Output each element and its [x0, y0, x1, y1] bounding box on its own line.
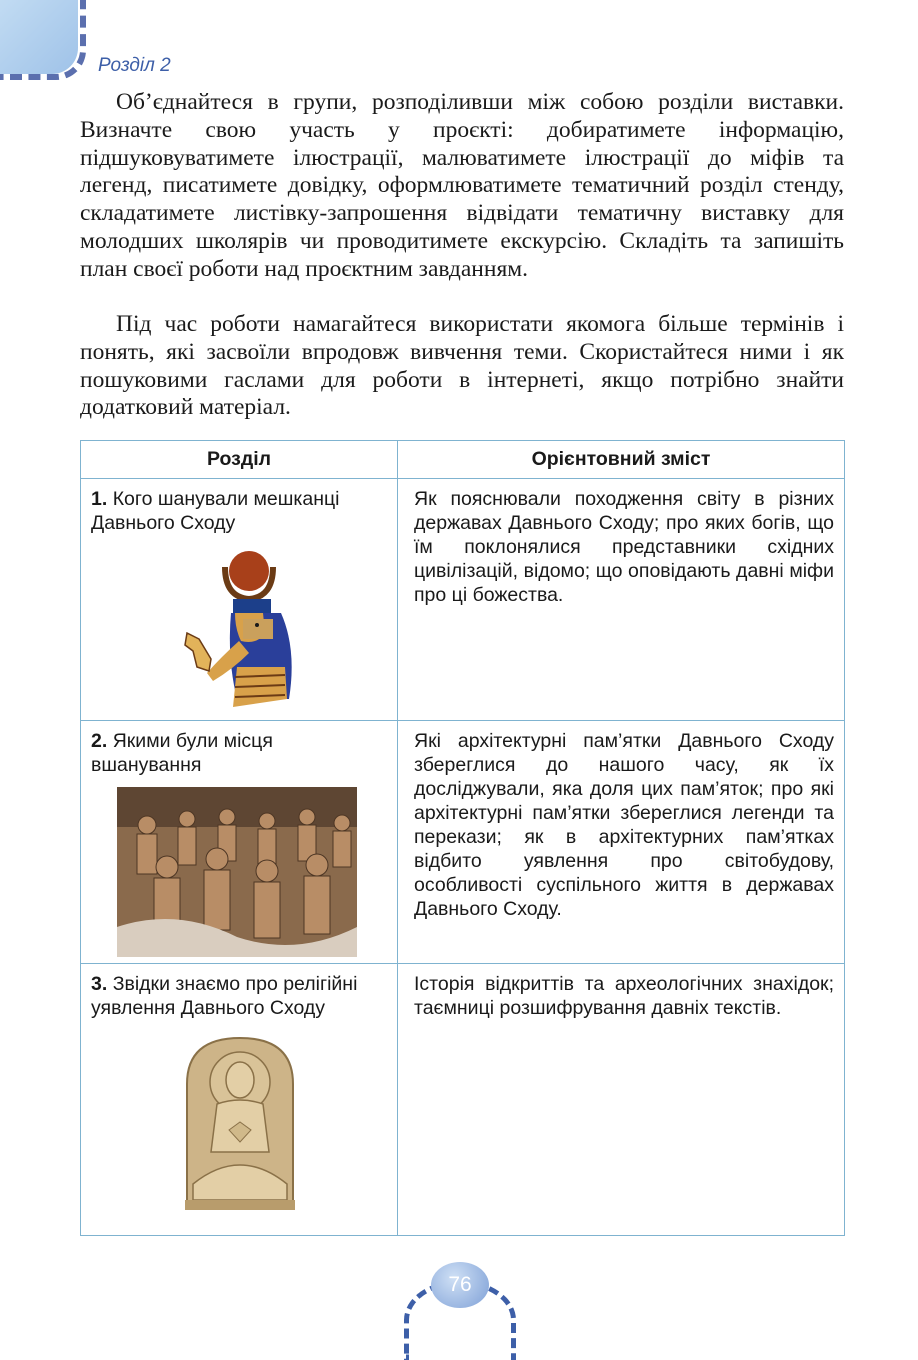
row-1-content: Як пояснювали походження світу в різних державах Давнього Сходу; про яких богів, що їм поклонялися представники східних цивілізацій, відомо; що оповідають давні міфи про ці божества.: [414, 488, 834, 606]
terracotta-warriors-image: [117, 787, 357, 957]
row-2-number: 2.: [91, 730, 108, 752]
section-label: Розділ 2: [98, 55, 171, 76]
paragraph-2-text: Під час роботи намагайтеся використати якомога більше термінів і понять, які засвоїли впродовж вивчення теми. Скористайтеся ними і як пошуковими гаслами для роботи в інтернеті, якщо потрібно знайти додатковий матеріал.: [80, 311, 844, 421]
paragraph-1: [80, 89, 844, 284]
header-content: Орієнтовний зміст: [398, 441, 845, 479]
row-1-section-cell: [81, 479, 398, 721]
row-1-content-cell: [398, 479, 845, 721]
row-3-number: 3.: [91, 973, 108, 995]
row-1-number: 1.: [91, 488, 108, 510]
paragraph-1-text: Об’єднайтеся в групи, розподіливши між собою розділи виставки. Визначте свою участь у проєкті: добиратимете інформацію, підшуковуватимете ілюстрації, малюватимете ілюстрації до міфів та легенд, писатимете довідку, оформлюватимете тематичний розділ стенду, складатимете листівку-запрошення відвідати тематичну виставку для молодших школярів чи проводитимете екскурсію. Складіть та запишіть план своєї роботи над проєктним завданням.: [80, 89, 844, 282]
egyptian-goddess-image: [177, 549, 307, 714]
table-header-row: [81, 441, 845, 479]
page-number: 76: [431, 1262, 489, 1308]
row-3-content: Історія відкриттів та археологічних знахідок; таємниці розшифрування давніх текстів.: [414, 973, 834, 1019]
table-row: [81, 721, 845, 964]
header-section: Розділ: [81, 441, 398, 479]
table-row: [81, 479, 845, 721]
row-3-section: Звідки знаємо про релігійні уявлення Давнього Сходу: [91, 973, 358, 1019]
corner-dashed-border: [0, 0, 86, 80]
table-row: [81, 964, 845, 1236]
row-3-content-cell: [398, 964, 845, 1236]
row-3-section-cell: [81, 964, 398, 1236]
buddha-statue-image: [177, 1034, 303, 1212]
row-1-section: Кого шанували мешканці Давнього Сходу: [91, 488, 340, 534]
row-2-content: Які архітектурні пам’ятки Давнього Сходу збереглися до нашого часу, як їх досліджували, яка доля цих пам’яток; про які архітектурні пам’ятки збереглися легенди та перекази; як в архітектурних пам’ятках відбито уявлення про світобудову, особливості суспільного життя в державах Давнього Сходу.: [414, 730, 834, 920]
row-2-content-cell: [398, 721, 845, 964]
page-number-badge: [400, 1262, 520, 1360]
row-2-section: Якими були місця вшанування: [91, 730, 273, 776]
paragraph-2: [80, 311, 844, 422]
row-2-section-cell: [81, 721, 398, 964]
project-table: [80, 440, 845, 1236]
